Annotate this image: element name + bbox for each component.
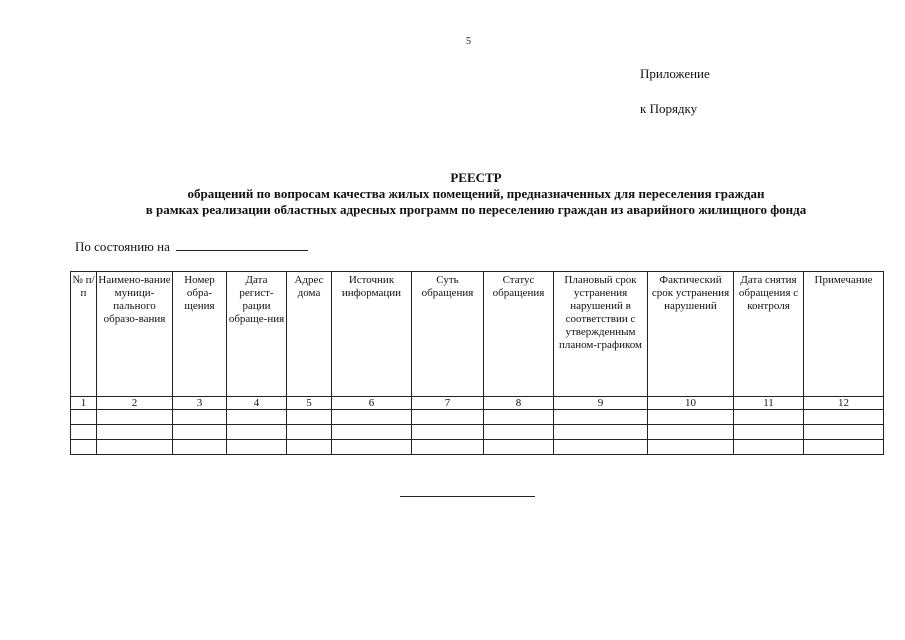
- column-number-cell: 10: [648, 397, 734, 410]
- as-of-label: По состоянию на: [75, 239, 170, 254]
- header-cell: Наимено-вание муници-пального образо-вания: [97, 272, 173, 397]
- table-cell: [332, 425, 412, 440]
- column-number-cell: 9: [554, 397, 648, 410]
- column-number-cell: 8: [484, 397, 554, 410]
- column-number-row: [71, 397, 884, 410]
- table-cell: [804, 410, 884, 425]
- table-cell: [484, 425, 554, 440]
- header-cell: Примечание: [804, 272, 884, 397]
- table-cell: [173, 410, 227, 425]
- table-cell: [173, 440, 227, 455]
- table-cell: [484, 410, 554, 425]
- title-heading: РЕЕСТР: [450, 170, 502, 185]
- column-number-cell: 4: [227, 397, 287, 410]
- table-cell: [554, 440, 648, 455]
- table-cell: [97, 440, 173, 455]
- table-header-row: [71, 272, 884, 397]
- column-number-cell: 3: [173, 397, 227, 410]
- document-title: [40, 170, 905, 218]
- table-cell: [227, 410, 287, 425]
- table-cell: [804, 425, 884, 440]
- header-cell: Фактический срок устранения нарушений: [648, 272, 734, 397]
- header-cell: № п/п: [71, 272, 97, 397]
- column-number-cell: 1: [71, 397, 97, 410]
- table-cell: [71, 410, 97, 425]
- column-number-cell: 6: [332, 397, 412, 410]
- table-cell: [227, 425, 287, 440]
- table-cell: [648, 410, 734, 425]
- table-cell: [412, 410, 484, 425]
- header-cell: Плановый срок устранения нарушений в соответствии с утвержденным планом-графиком: [554, 272, 648, 397]
- table-cell: [734, 425, 804, 440]
- appendix-reference: к Порядку: [640, 101, 698, 116]
- table-cell: [287, 425, 332, 440]
- table-cell: [412, 425, 484, 440]
- header-cell: Дата снятия обращения с контроля: [734, 272, 804, 397]
- table-cell: [554, 410, 648, 425]
- table-cell: [71, 425, 97, 440]
- end-of-document-rule: [400, 496, 535, 497]
- table-cell: [484, 440, 554, 455]
- page-number: 5: [466, 36, 471, 47]
- header-cell: Источник информации: [332, 272, 412, 397]
- column-number-cell: 5: [287, 397, 332, 410]
- column-number-cell: 12: [804, 397, 884, 410]
- table-row: [71, 440, 884, 455]
- header-cell: Статус обращения: [484, 272, 554, 397]
- table-cell: [554, 425, 648, 440]
- header-cell: Номер обра-щения: [173, 272, 227, 397]
- table-cell: [227, 440, 287, 455]
- table-cell: [734, 410, 804, 425]
- table-cell: [648, 440, 734, 455]
- column-number-cell: 11: [734, 397, 804, 410]
- header-cell: Дата регист-рации обраще-ния: [227, 272, 287, 397]
- column-number-cell: 2: [97, 397, 173, 410]
- table-cell: [71, 440, 97, 455]
- table-cell: [287, 440, 332, 455]
- table-cell: [412, 440, 484, 455]
- table-cell: [648, 425, 734, 440]
- header-cell: Адрес дома: [287, 272, 332, 397]
- table-row: [71, 425, 884, 440]
- table-cell: [173, 425, 227, 440]
- title-line-1: обращений по вопросам качества жилых помещений, предназначенных для переселения граждан: [187, 186, 765, 201]
- table-cell: [734, 440, 804, 455]
- appendix-label: Приложение: [640, 66, 710, 81]
- header-cell: Суть обращения: [412, 272, 484, 397]
- title-line-2: в рамках реализации областных адресных программ по переселению граждан из аварийного жилищного фонда: [145, 202, 807, 217]
- table-cell: [332, 440, 412, 455]
- table-row: [71, 410, 884, 425]
- column-number-cell: 7: [412, 397, 484, 410]
- table-cell: [97, 410, 173, 425]
- as-of-date-field: [75, 238, 308, 255]
- table-cell: [804, 440, 884, 455]
- table-cell: [97, 425, 173, 440]
- table-cell: [287, 410, 332, 425]
- table-cell: [332, 410, 412, 425]
- as-of-date-blank: [176, 238, 308, 251]
- registry-table: [70, 271, 884, 455]
